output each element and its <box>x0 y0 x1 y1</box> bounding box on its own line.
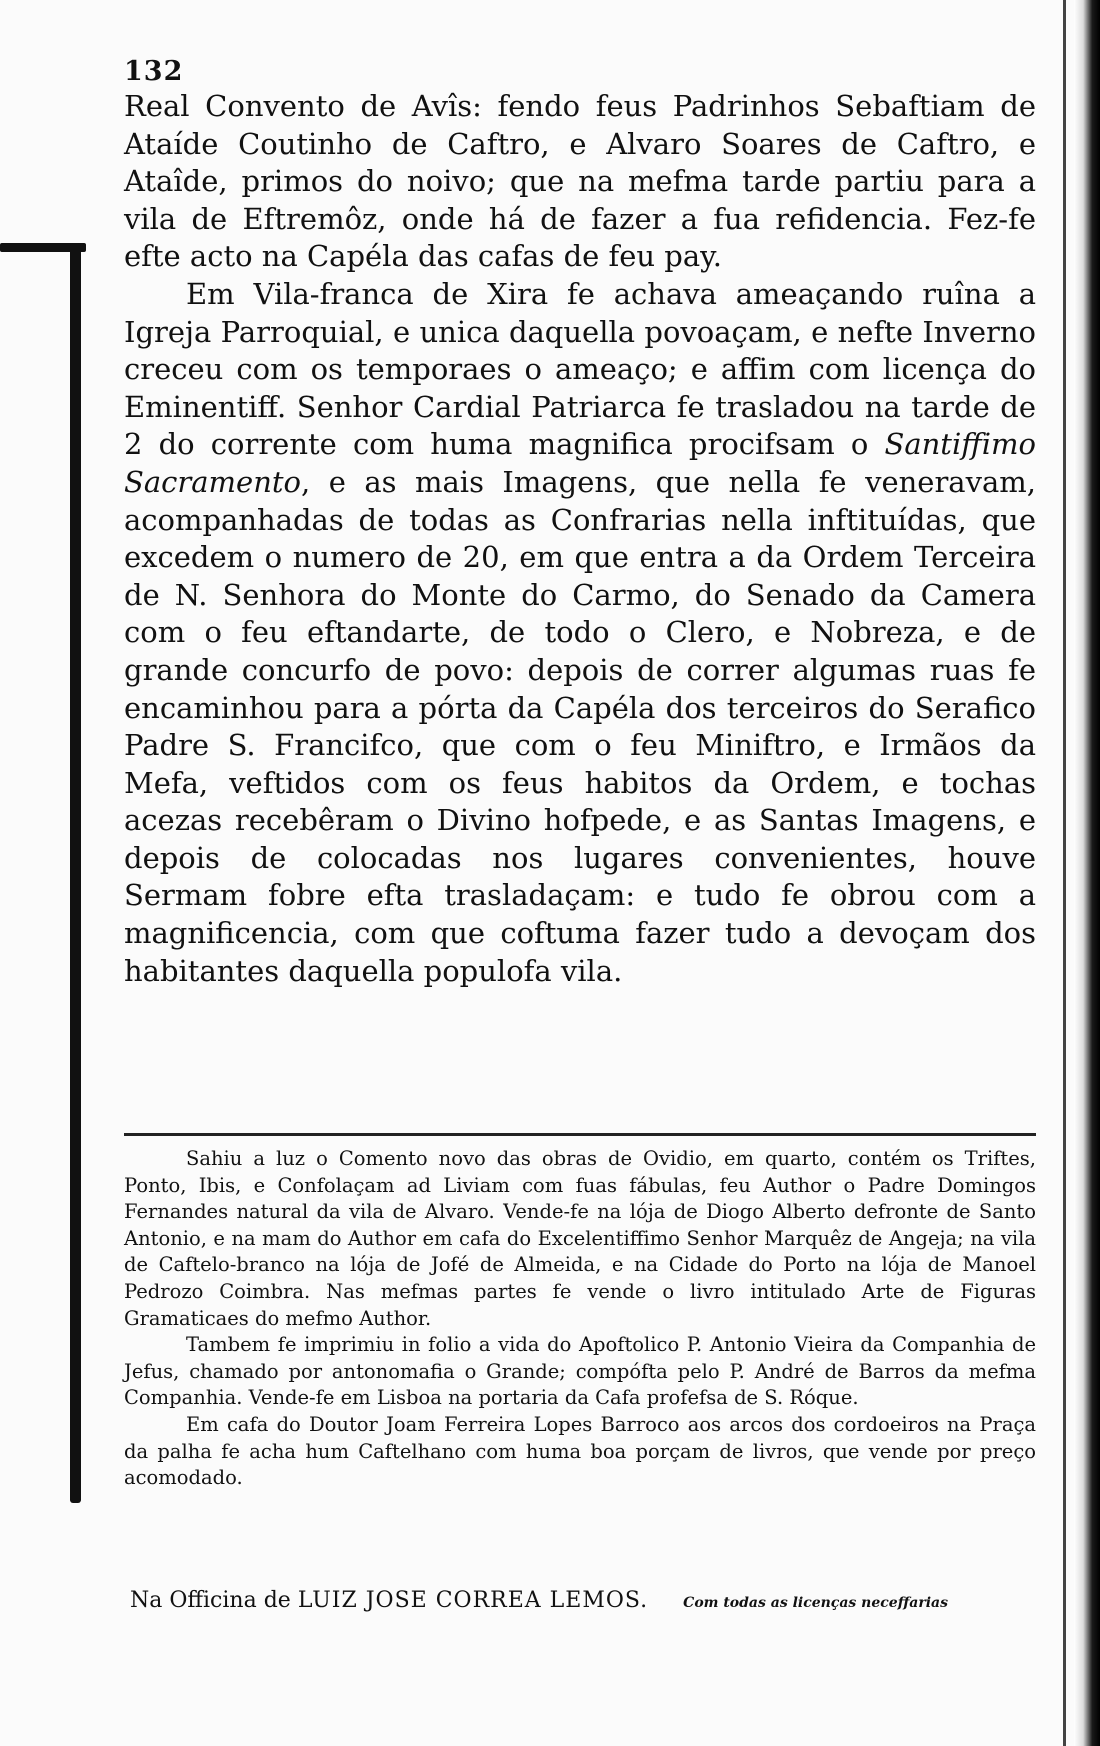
notice-paragraph: Tambem fe imprimiu in folio a vida do Apoftolico P. Antonio Vieira da Companhia de Jefus, chamado por antonomafia o Grande; compófta pelo P. André de Barros da mefma Companhia. Vende-fe em Lisboa na portaria da Cafa profefsa de S. Róque. <box>124 1333 1036 1410</box>
article-text: , e as mais Imagens, que nella fe veneravam, acompanhadas de todas as Confrarias nella inftituídas, que excedem o numero de 20, em que entra a da Ordem Terceira de N. Senhora do Monte do Carmo, do Senado da Camera com o feu eftandarte, de todo o Clero, e Nobreza, e de grande concurfo de povo: depois de correr algumas ruas fe encaminhou para a pórta da Capéla dos terceiros do Serafico Padre S. Francifco, que com o feu Miniftro, e Irmãos da Mefa, veftidos com os feus habitos da Ordem, e tochas acezas recebêram o Divino hofpede, e as Santas Imagens, e depois de colocadas nos lugares convenientes, houve Sermam fobre efta trasladaçam: e tudo fe obrou com a magnificencia, com que coftuma fazer tudo a devoçam dos habitantes daquella populofa vila. <box>124 464 1036 988</box>
page-edge-line <box>1063 0 1066 1746</box>
printer-name: LUIZ JOSE CORREA LEMOS. <box>297 1588 649 1613</box>
margin-bracket-vertical <box>70 243 81 1503</box>
imprint-line <box>130 1588 1040 1613</box>
imprint-prefix: Na Officina de <box>130 1588 291 1613</box>
article-paragraph: Real Convento de Avîs: fendo feus Padrinhos Sebaftiam de Ataíde Coutinho de Caftro, e Alvaro Soares de Caftro, e Ataîde, primos do noivo; que na mefma tarde partiu para a vila de Eftremôz, onde há de fazer a fua refidencia. Fez-fe efte acto na Capéla das cafas de feu pay. <box>124 89 1036 274</box>
article-text: Em Vila-franca de Xira fe achava ameaçando ruîna a Igreja Parroquial, e unica daquella povoaçam, e nefte Inverno creceu com os temporaes o ameaço; e affim com licença do Eminentiff. Senhor Cardial Patriarca fe trasladou na tarde de 2 do corrente com huma magnifica procifsam o <box>124 276 1036 462</box>
notice-paragraph: Em cafa do Doutor Joam Ferreira Lopes Barroco aos arcos dos cordoeiros na Praça da palha fe acha hum Caftelhano com huma boa porçam de livros, que vende por preço acomodado. <box>124 1412 1036 1490</box>
article-paragraph <box>124 276 1036 990</box>
main-article <box>124 88 1036 990</box>
article-italic-text: Santiffimo Sacramento <box>124 427 1036 499</box>
section-divider <box>124 1133 1036 1136</box>
page-edge-shadow <box>1074 0 1100 1746</box>
notice-paragraph: Sahiu a luz o Comento novo das obras de Ovidio, em quarto, contém os Triftes, Ponto, Ibis, e Confolaçam ad Liviam com fuas fábulas, feu Author o Padre Domingos Fernandes natural da vila de Alvaro. Vende-fe na lója de Diogo Alberto defronte de Santo Antonio, e na mam do Author em cafa do Excelentiffimo Senhor Marquêz de Angeja; na vila de Caftelo-branco na lója de Jofé de Almeida, e na Cidade do Porto na lója de Manoel Pedrozo Coimbra. Nas mefmas partes fe vende o livro intitulado Arte de Figuras Gramaticaes do mefmo Author. <box>124 1147 1036 1330</box>
margin-bracket <box>0 243 86 1503</box>
page-number: 132 <box>124 56 184 87</box>
book-notices <box>124 1146 1036 1492</box>
licences-note: Com todas as licenças neceffarias <box>683 1595 949 1611</box>
